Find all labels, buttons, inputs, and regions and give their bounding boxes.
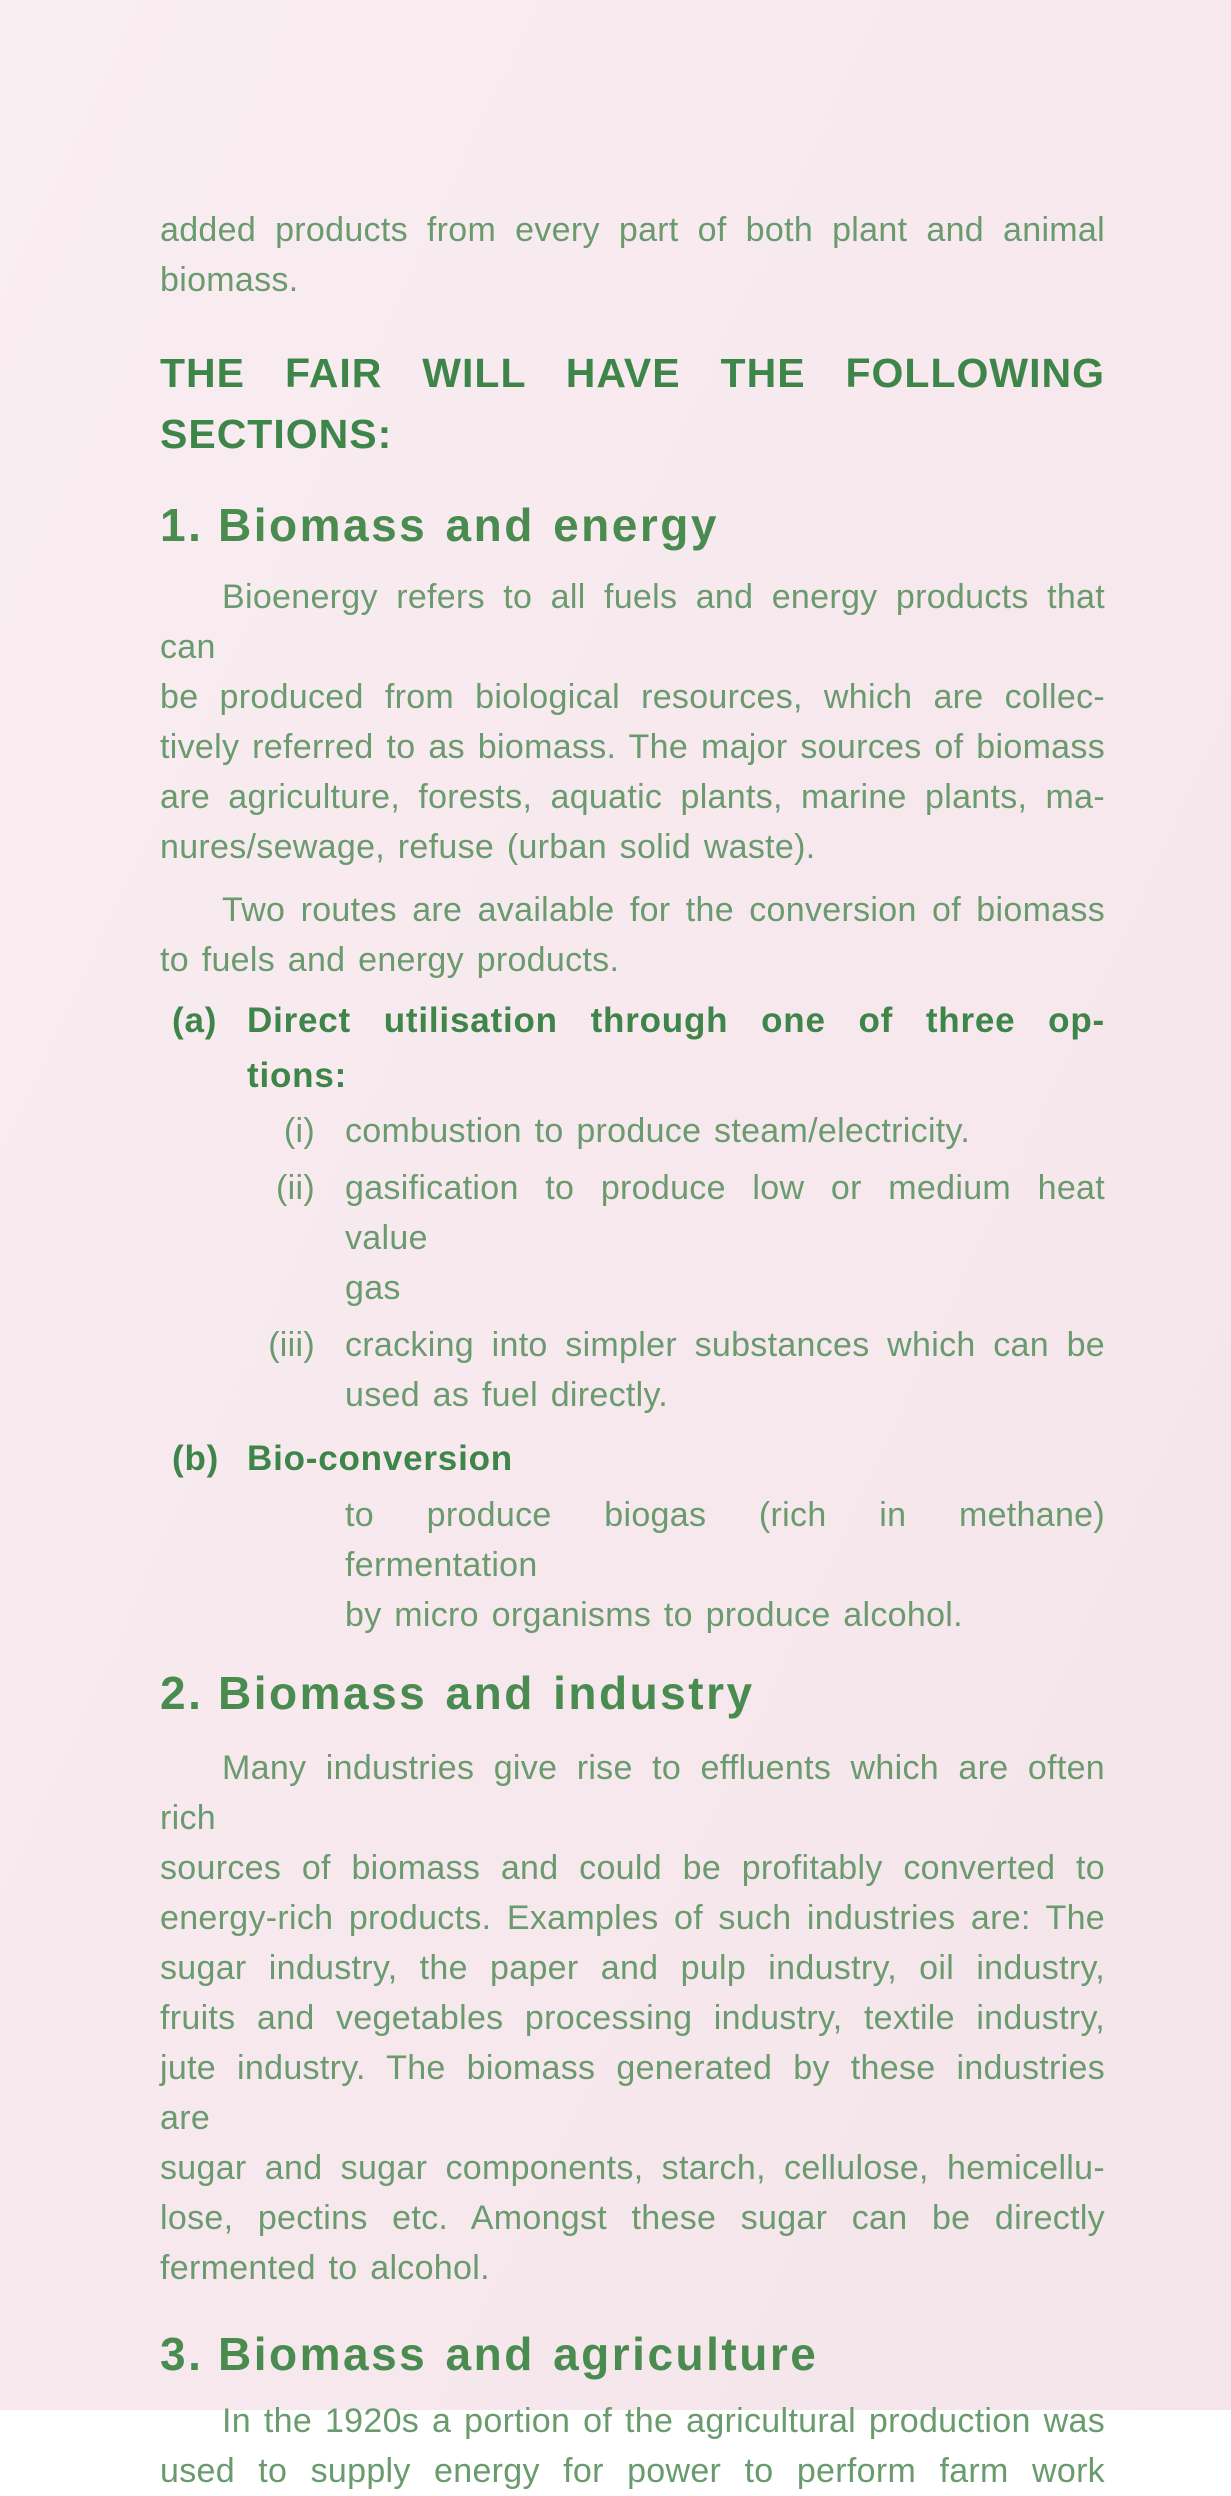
bold-item-line: Direct utilisation through one of three op- xyxy=(247,1001,1105,1040)
body-line: to fuels and energy products. xyxy=(160,941,620,979)
section-2-number: 2. xyxy=(160,1667,204,1719)
section-2-title: Biomass and industry xyxy=(218,1667,755,1719)
body-line: sugar and sugar components, starch, cellulose, hemicellu- xyxy=(160,2149,1105,2187)
body-line: sources of biomass and could be profitably converted to xyxy=(160,1849,1105,1887)
section-2-paragraph xyxy=(160,1743,1105,2293)
sub-item-line: by micro organisms to produce alcohol. xyxy=(345,1596,963,1634)
section-1-title: Biomass and energy xyxy=(218,499,719,551)
main-heading-line: SECTIONS: xyxy=(160,411,393,457)
sub-item-line: used as fuel directly. xyxy=(345,1376,669,1414)
main-heading-line: THE FAIR WILL HAVE THE FOLLOWING xyxy=(160,350,1105,396)
sub-item-line: cracking into simpler substances which can be xyxy=(345,1326,1105,1364)
main-heading xyxy=(160,343,1105,465)
section-1-number: 1. xyxy=(160,499,204,551)
sub-item-i-text xyxy=(315,1106,1105,1156)
intro-line: added products from every part of both plant and animal xyxy=(160,211,1105,249)
list-item-b-paragraph xyxy=(345,1490,1105,1640)
body-line: jute industry. The biomass generated by these industries are xyxy=(160,2049,1105,2137)
bold-item-line: Bio-conversion xyxy=(247,1439,513,1478)
sub-item-ii-text xyxy=(315,1163,1105,1313)
section-3-number: 3. xyxy=(160,2328,204,2380)
sub-item-ii-numeral: (ii) xyxy=(276,1169,315,1207)
section-2-heading xyxy=(160,1665,1105,1722)
sub-item-i-numeral: (i) xyxy=(283,1112,315,1150)
sub-item-line: gas xyxy=(345,1269,401,1307)
sub-item-i xyxy=(160,1106,1105,1156)
body-line: nures/sewage, refuse (urban solid waste). xyxy=(160,828,816,866)
sub-item-iii-numeral: (iii) xyxy=(268,1326,315,1364)
list-item-b-label: (b) xyxy=(172,1439,220,1478)
list-item-a-label: (a) xyxy=(172,1001,218,1040)
section-1-paragraph-1 xyxy=(160,572,1105,872)
body-line: tively referred to as biomass. The major sources of biomass xyxy=(160,728,1105,766)
sub-item-iii-text xyxy=(315,1320,1105,1420)
body-line: energy-rich products. Examples of such industries are: The xyxy=(160,1899,1105,1937)
body-line: fermented to alcohol. xyxy=(160,2249,490,2287)
section-3-title: Biomass and agriculture xyxy=(218,2328,819,2380)
sub-item-ii xyxy=(160,1163,1105,1313)
bold-item-line: tions: xyxy=(247,1056,348,1095)
body-line: used to supply energy for power to perform farm work xyxy=(160,2452,1105,2490)
intro-line: biomass. xyxy=(160,261,299,299)
list-item-b xyxy=(160,1431,1105,1486)
section-3-heading xyxy=(160,2326,1105,2383)
body-line: Many industries give rise to effluents which are often rich xyxy=(160,1749,1105,1837)
body-line: are agriculture, forests, aquatic plants, marine plants, ma- xyxy=(160,778,1105,816)
list-item-b-title xyxy=(247,1431,1105,1486)
sub-item-line: gasification to produce low or medium heat value xyxy=(345,1169,1105,1257)
body-line: fruits and vegetables processing industry, textile industry, xyxy=(160,1999,1105,2037)
list-item-a-text xyxy=(247,993,1105,1103)
section-3-paragraph xyxy=(160,2396,1105,2496)
sub-item-line: to produce biogas (rich in methane) fermentation xyxy=(345,1496,1105,1584)
section-1-paragraph-2 xyxy=(160,885,1105,985)
body-line: Bioenergy refers to all fuels and energy products that can xyxy=(160,578,1105,666)
list-item-a xyxy=(160,993,1105,1103)
body-line: In the 1920s a portion of the agricultural production was xyxy=(222,2402,1105,2440)
sub-item-iii xyxy=(160,1320,1105,1420)
sub-item-line: combustion to produce steam/electricity. xyxy=(345,1112,971,1150)
body-line: sugar industry, the paper and pulp industry, oil industry, xyxy=(160,1949,1105,1987)
body-line: lose, pectins etc. Amongst these sugar can be directly xyxy=(160,2199,1105,2237)
section-1-heading xyxy=(160,497,1105,554)
body-line: be produced from biological resources, which are collec- xyxy=(160,678,1105,716)
text-column xyxy=(160,205,1105,2496)
body-line: Two routes are available for the conversion of biomass xyxy=(222,891,1105,929)
intro-paragraph xyxy=(160,205,1105,305)
